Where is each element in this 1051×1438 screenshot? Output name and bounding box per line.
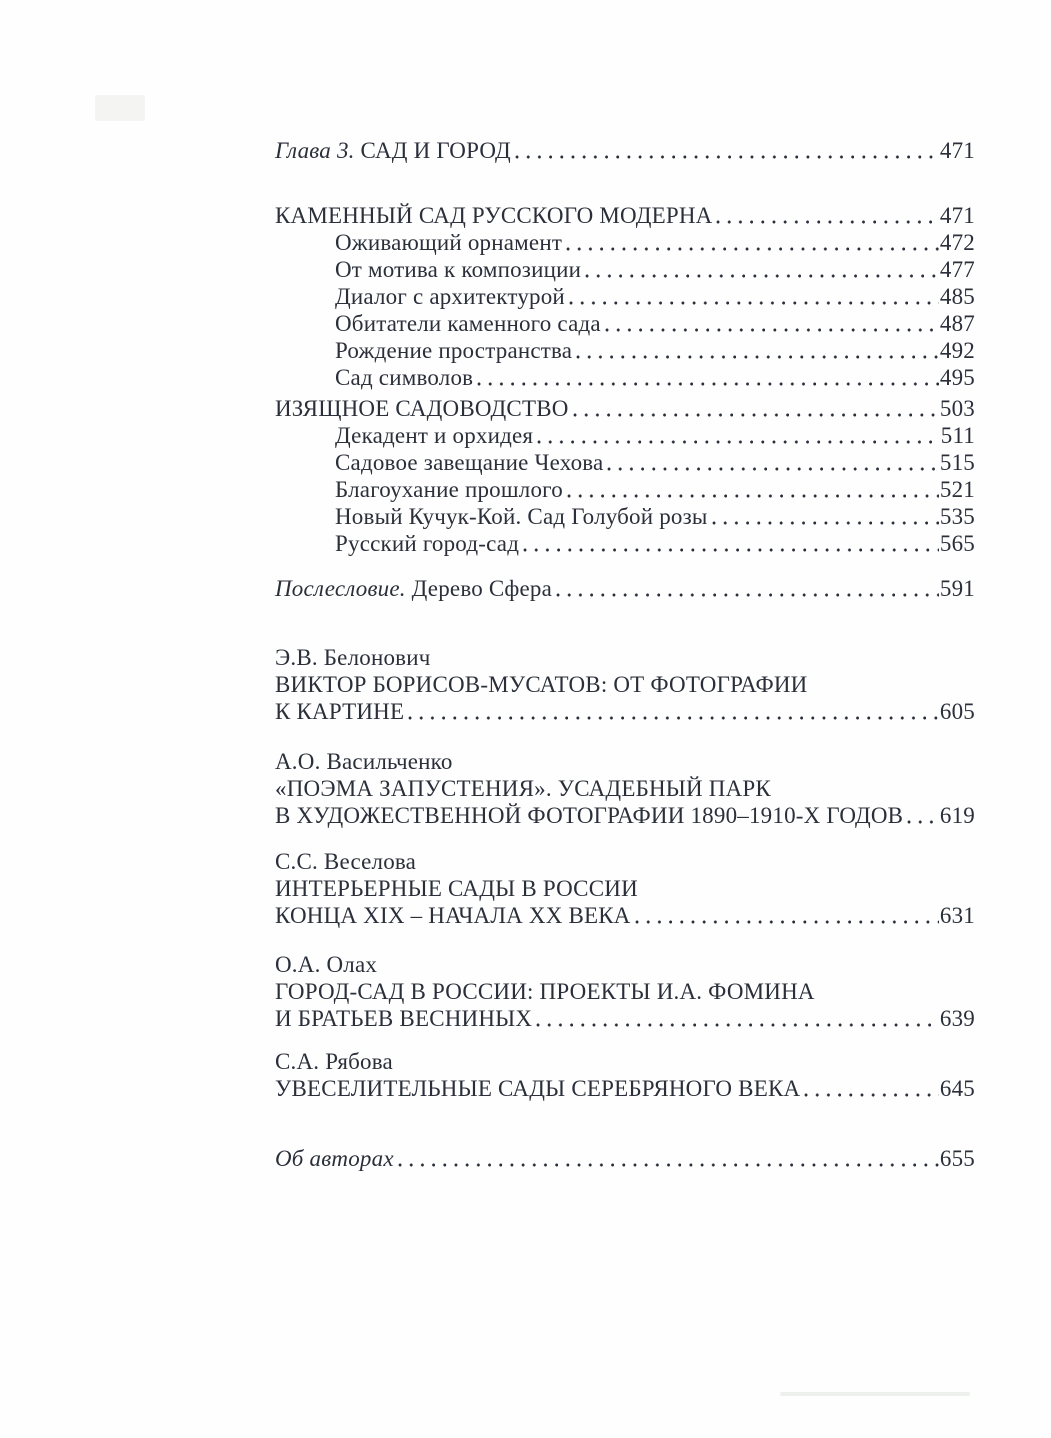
table-of-contents [275,137,975,1172]
toc-entry [275,1145,975,1172]
dot-leader [536,422,940,449]
toc-entry-label: Благоухание прошлого [335,477,563,502]
toc-entry [275,530,975,557]
toc-entry-label: Русский город-сад [335,531,520,556]
toc-entry-label: «ПОЭМА ЗАПУСТЕНИЯ». УСАДЕБНЫЙ ПАРК [275,776,771,801]
toc-entry [275,644,975,671]
toc-entry-label: Э.В. Белонович [275,645,431,670]
toc-entry-page: 591 [939,576,975,601]
dot-leader [715,202,938,229]
toc-entry-page: 471 [939,138,975,163]
toc-entry [275,802,975,829]
toc-entry-label: УВЕСЕЛИТЕЛЬНЫЕ САДЫ СЕРЕБРЯНОГО ВЕКА [275,1076,801,1101]
toc-entry-italic-prefix: Глава 3. [275,138,355,163]
toc-entry-label: Декадент и орхидея [335,423,534,448]
toc-entry-label: КОНЦА XIX – НАЧАЛА XX ВЕКА [275,903,631,928]
dot-leader [566,476,939,503]
toc-entry [275,395,975,422]
toc-entry-label: ИЗЯЩНОЕ САДОВОДСТВО [275,396,569,421]
dot-leader [906,802,939,829]
toc-entry [275,449,975,476]
toc-entry-label: Рождение пространства [335,338,573,363]
dot-leader [535,1005,939,1032]
toc-entry [275,137,975,164]
dot-leader [572,395,939,422]
toc-entry-label: Оживающий орнамент [335,230,563,255]
toc-entry [275,698,975,725]
toc-entry [275,283,975,310]
toc-entry-page: 485 [939,284,975,309]
toc-entry-page: 655 [939,1146,975,1171]
toc-entry-label: От мотива к композиции [335,257,582,282]
toc-entry [275,476,975,503]
toc-entry-page: 495 [939,365,975,390]
dot-leader [407,698,939,725]
toc-entry-page: 619 [939,803,975,828]
dot-leader [514,137,939,164]
dot-leader [555,575,939,602]
toc-entry [275,256,975,283]
toc-entry-page: 503 [939,396,975,421]
toc-entry-label: И БРАТЬЕВ ВЕСНИНЫХ [275,1006,533,1031]
toc-entry-label: Сад символов [335,365,474,390]
toc-entry [275,575,975,602]
toc-entry [275,364,975,391]
toc-entry-label: О.А. Олах [275,952,378,977]
toc-entry [275,310,975,337]
toc-entry-page: 492 [939,338,975,363]
toc-entry-label: В ХУДОЖЕСТВЕННОЙ ФОТОГРАФИИ 1890–1910-Х ГОДОВ [275,803,904,828]
toc-entry-page: 631 [939,903,975,928]
toc-entry [275,978,975,1005]
toc-entry-label: Глава 3. САД И ГОРОД [275,138,511,163]
toc-entry [275,422,975,449]
dot-leader [476,364,939,391]
toc-entry [275,748,975,775]
toc-entry-page: 645 [939,1076,975,1101]
toc-entry [275,848,975,875]
dot-leader [522,530,939,557]
toc-entry [275,1005,975,1032]
toc-entry [275,671,975,698]
toc-entry [275,1075,975,1102]
toc-entry-label: А.О. Васильченко [275,749,453,774]
toc-entry-page: 515 [939,450,975,475]
dot-leader [565,229,939,256]
toc-entry [275,1048,975,1075]
toc-entry-page: 487 [939,311,975,336]
toc-entry [275,951,975,978]
dot-leader [634,902,939,929]
toc-entry-page: 471 [939,203,975,228]
toc-entry-label: Садовое завещание Чехова [335,450,604,475]
toc-entry-label: ГОРОД-САД В РОССИИ: ПРОЕКТЫ И.А. ФОМИНА [275,979,815,1004]
toc-entry-label: Послесловие. Дерево Сфера [275,576,553,601]
toc-entry-label: С.А. Рябова [275,1049,393,1074]
toc-entry-page: 511 [940,423,975,448]
toc-entry-label: Новый Кучук-Кой. Сад Голубой розы [335,504,708,529]
dot-leader [711,503,939,530]
toc-entry-page: 477 [939,257,975,282]
toc-entry-label: КАМЕННЫЙ САД РУССКОГО МОДЕРНА [275,203,713,228]
scan-smudge [780,1392,970,1396]
toc-entry-page: 639 [939,1006,975,1031]
toc-entry [275,775,975,802]
dot-leader [606,449,938,476]
dot-leader [568,283,939,310]
dot-leader [803,1075,939,1102]
toc-entry [275,503,975,530]
dot-leader [604,310,939,337]
toc-entry-page: 605 [939,699,975,724]
dot-leader [397,1145,939,1172]
toc-entry [275,337,975,364]
toc-entry-label: Обитатели каменного сада [335,311,601,336]
toc-entry-label: Об авторах [275,1146,394,1171]
toc-entry-label: Диалог с архитектурой [335,284,565,309]
toc-entry-page: 535 [939,504,975,529]
toc-entry-page: 521 [939,477,975,502]
toc-entry-page: 472 [939,230,975,255]
scan-smudge [95,95,145,121]
toc-entry-page: 565 [939,531,975,556]
toc-entry-label: С.С. Веселова [275,849,417,874]
toc-entry [275,875,975,902]
toc-entry [275,229,975,256]
toc-entry-label: ИНТЕРЬЕРНЫЕ САДЫ В РОССИИ [275,876,638,901]
dot-leader [575,337,939,364]
toc-entry-italic-prefix: Послесловие. [275,576,406,601]
toc-entry-label: ВИКТОР БОРИСОВ-МУСАТОВ: ОТ ФОТОГРАФИИ [275,672,808,697]
toc-entry [275,902,975,929]
toc-entry-label: К КАРТИНЕ [275,699,405,724]
dot-leader [584,256,939,283]
toc-entry [275,202,975,229]
